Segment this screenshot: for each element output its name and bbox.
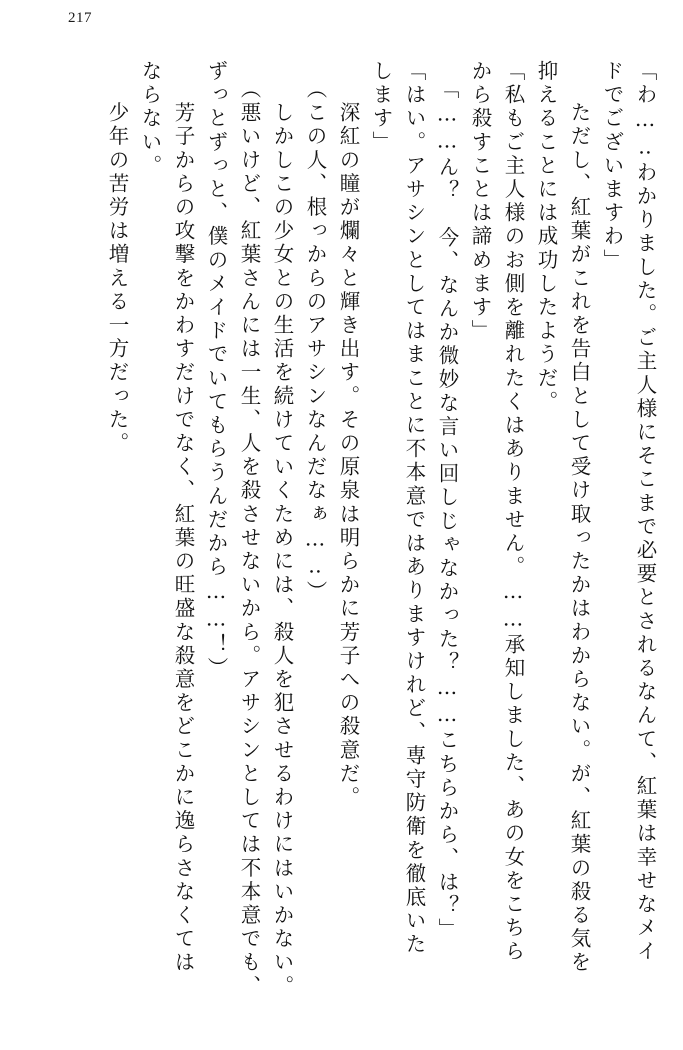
text-line: 抑えることには成功したようだ。 bbox=[534, 60, 558, 414]
text-line: から殺すことは諦めます」 bbox=[468, 60, 492, 344]
text-line: （悪いけど、紅葉さんには一生、人を殺させないから。アサシンとしては不本意でも、 bbox=[237, 78, 261, 999]
text-line: 深紅の瞳が爛々と輝き出す。その原泉は明らかに芳子への殺意だ。 bbox=[336, 78, 360, 810]
vertical-text-block bbox=[36, 60, 655, 1020]
text-line: ドでございますわ」 bbox=[600, 60, 624, 273]
text-line: 少年の苦労は増える一方だった。 bbox=[105, 78, 129, 456]
text-line: 芳子からの攻撃をかわすだけでなく、紅葉の旺盛な殺意をどこかに逸らさなくては bbox=[171, 78, 195, 975]
text-line: しかしこの少女との生活を続けていくためには、殺人を犯させるわけにはいかない。 bbox=[270, 78, 294, 999]
page-number: 217 bbox=[68, 10, 92, 26]
text-line: します」 bbox=[369, 60, 393, 155]
text-line: 「私もご主人様のお側を離れたくはありません。……承知しました、あの女をこちら bbox=[501, 60, 525, 964]
text-line: ならない。 bbox=[138, 60, 162, 178]
text-line: 「……ん？ 今、なんか微妙な言い回しじゃなかった？……こちらから、は？」 bbox=[435, 78, 459, 942]
text-line: 「わ…‥わかりました。ご主人様にそこまで必要とされるなんて、紅葉は幸せなメイ bbox=[633, 60, 657, 964]
text-line: 「はい。アサシンとしてはまことに不本意ではありますけれど、専守防衛を徹底いた bbox=[402, 60, 426, 957]
text-line: ただし、紅葉がこれを告白として受け取ったかはわからない。が、紅葉の殺る気を bbox=[567, 78, 591, 975]
text-line: ずっとずっと、僕のメイドでいてもらうんだから……！） bbox=[204, 60, 228, 681]
text-line: （この人、根っからのアサシンなんだなぁ…‥） bbox=[303, 78, 327, 605]
